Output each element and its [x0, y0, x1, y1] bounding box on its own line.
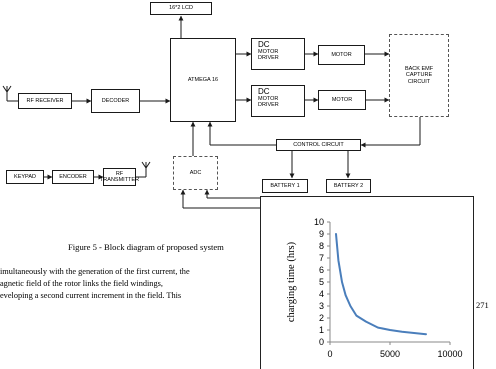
battery-1-label: BATTERY 1 [270, 182, 300, 189]
y-axis-title: charging time (hrs) [286, 241, 297, 323]
x-tick-label: 10000 [437, 349, 463, 359]
motor-driver-label-1: MOTOR DRIVER [258, 49, 279, 62]
page-number: 271 [476, 300, 489, 310]
dc-label-1: DC [258, 40, 270, 49]
keypad-label: KEYPAD [14, 173, 36, 180]
y-tick-label: 8 [318, 241, 324, 251]
adc-label: ADC [189, 169, 202, 176]
y-tick-label: 9 [318, 229, 324, 239]
body-text-line-2: agnetic field of the rotor links the field windings, [0, 279, 163, 288]
y-tick-label: 7 [318, 253, 324, 263]
y-tick-label: 2 [318, 313, 324, 323]
y-tick-label: 5 [318, 277, 324, 287]
x-tick-label: 0 [327, 349, 333, 359]
figure-caption: Figure 5 - Block diagram of proposed system [68, 242, 224, 252]
body-text-line-1: imultaneously with the generation of the first current, the [0, 267, 190, 276]
decoder-label: DECODER [101, 97, 130, 104]
x-tick-label: 5000 [379, 349, 401, 359]
back-emf-label: BACK EMF CAPTURE CIRCUIT [404, 66, 434, 85]
body-text-line-3: eveloping a second current increment in the field. This [0, 291, 182, 300]
motor-2-label: MOTOR [331, 96, 353, 103]
y-tick-label: 6 [318, 265, 324, 275]
motor-1-label: MOTOR [331, 51, 352, 58]
control-circuit-label: CONTROL CIRCUIT [293, 141, 344, 148]
rf-transmitter-label: RF TRANSMITTER [99, 170, 140, 183]
y-tick-label: 3 [318, 301, 324, 311]
rf-receiver-label: RF RECEIVER [26, 97, 64, 104]
y-tick-label: 1 [318, 325, 324, 335]
lcd-label: 16*2 LCD [169, 5, 193, 12]
atmega-label: ATMEGA 16 [187, 76, 219, 83]
y-tick-label: 10 [313, 217, 324, 227]
y-tick-label: 4 [318, 289, 324, 299]
dc-label-2: DC [258, 87, 270, 96]
y-tick-label: 0 [318, 337, 324, 347]
series-line [336, 234, 426, 334]
motor-driver-label-2: MOTOR DRIVER [258, 96, 279, 109]
battery-2-label: BATTERY 2 [333, 182, 364, 189]
encoder-label: ENCODER [59, 173, 87, 180]
